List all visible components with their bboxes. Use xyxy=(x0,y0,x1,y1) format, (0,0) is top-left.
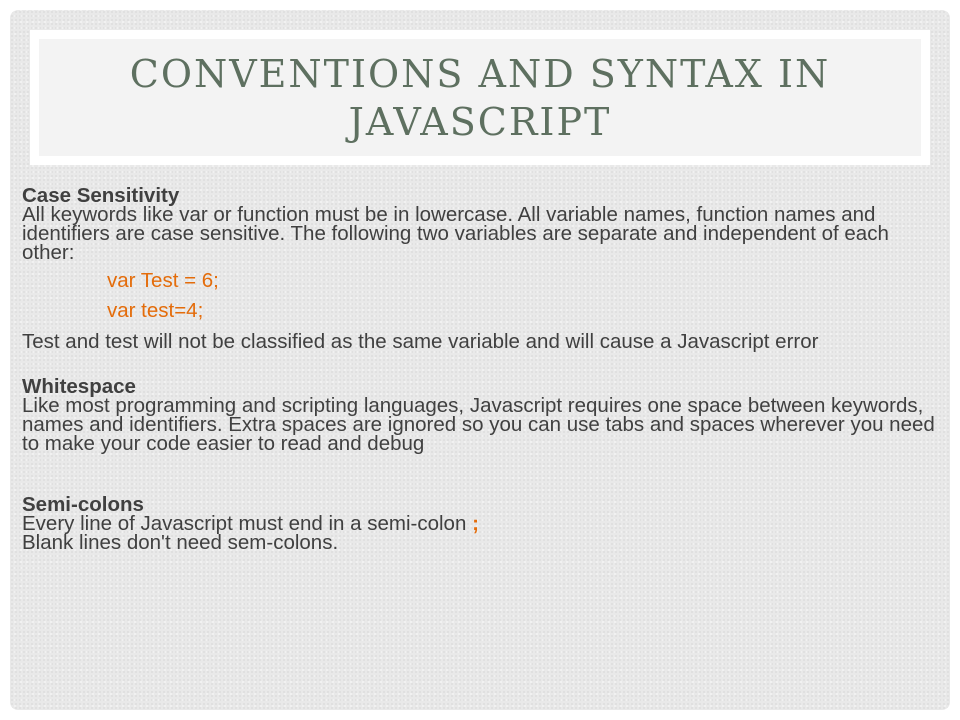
slide xyxy=(10,10,950,710)
case-sensitivity-note: Test and test will not be classified as the same variable and will cause a Javascript error xyxy=(22,330,819,353)
semicolon-symbol: ; xyxy=(472,512,479,535)
title-box xyxy=(30,30,930,165)
code-line-2: var test=4; xyxy=(107,299,204,322)
semicolons-line2: Blank lines don't need sem-colons. xyxy=(22,531,339,554)
whitespace-body: Like most programming and scripting languages, Javascript requires one space between keywords, names and identifiers. Extra spaces are ignored so you can use tabs and spaces wherever you need to make your code easier to read and debug xyxy=(22,394,935,455)
semicolons-line1: Every line of Javascript must end in a semi-colon xyxy=(22,512,473,535)
slide-content xyxy=(22,186,942,552)
whitespace-paragraph xyxy=(22,377,942,453)
semicolons-heading: Semi-colons xyxy=(22,493,144,516)
case-sensitivity-body: All keywords like var or function must be in lowercase. All variable names, function names and identifiers are case sensitive. The following two variables are separate and independent of each other: xyxy=(22,203,889,264)
semicolons-paragraph xyxy=(22,495,942,552)
code-line-1: var Test = 6; xyxy=(107,269,219,292)
case-sensitivity-heading: Case Sensitivity xyxy=(22,184,180,207)
slide-title: CONVENTIONS AND SYNTAX IN JAVASCRIPT xyxy=(129,51,831,144)
whitespace-heading: Whitespace xyxy=(22,375,136,398)
case-sensitivity-paragraph xyxy=(22,186,942,262)
